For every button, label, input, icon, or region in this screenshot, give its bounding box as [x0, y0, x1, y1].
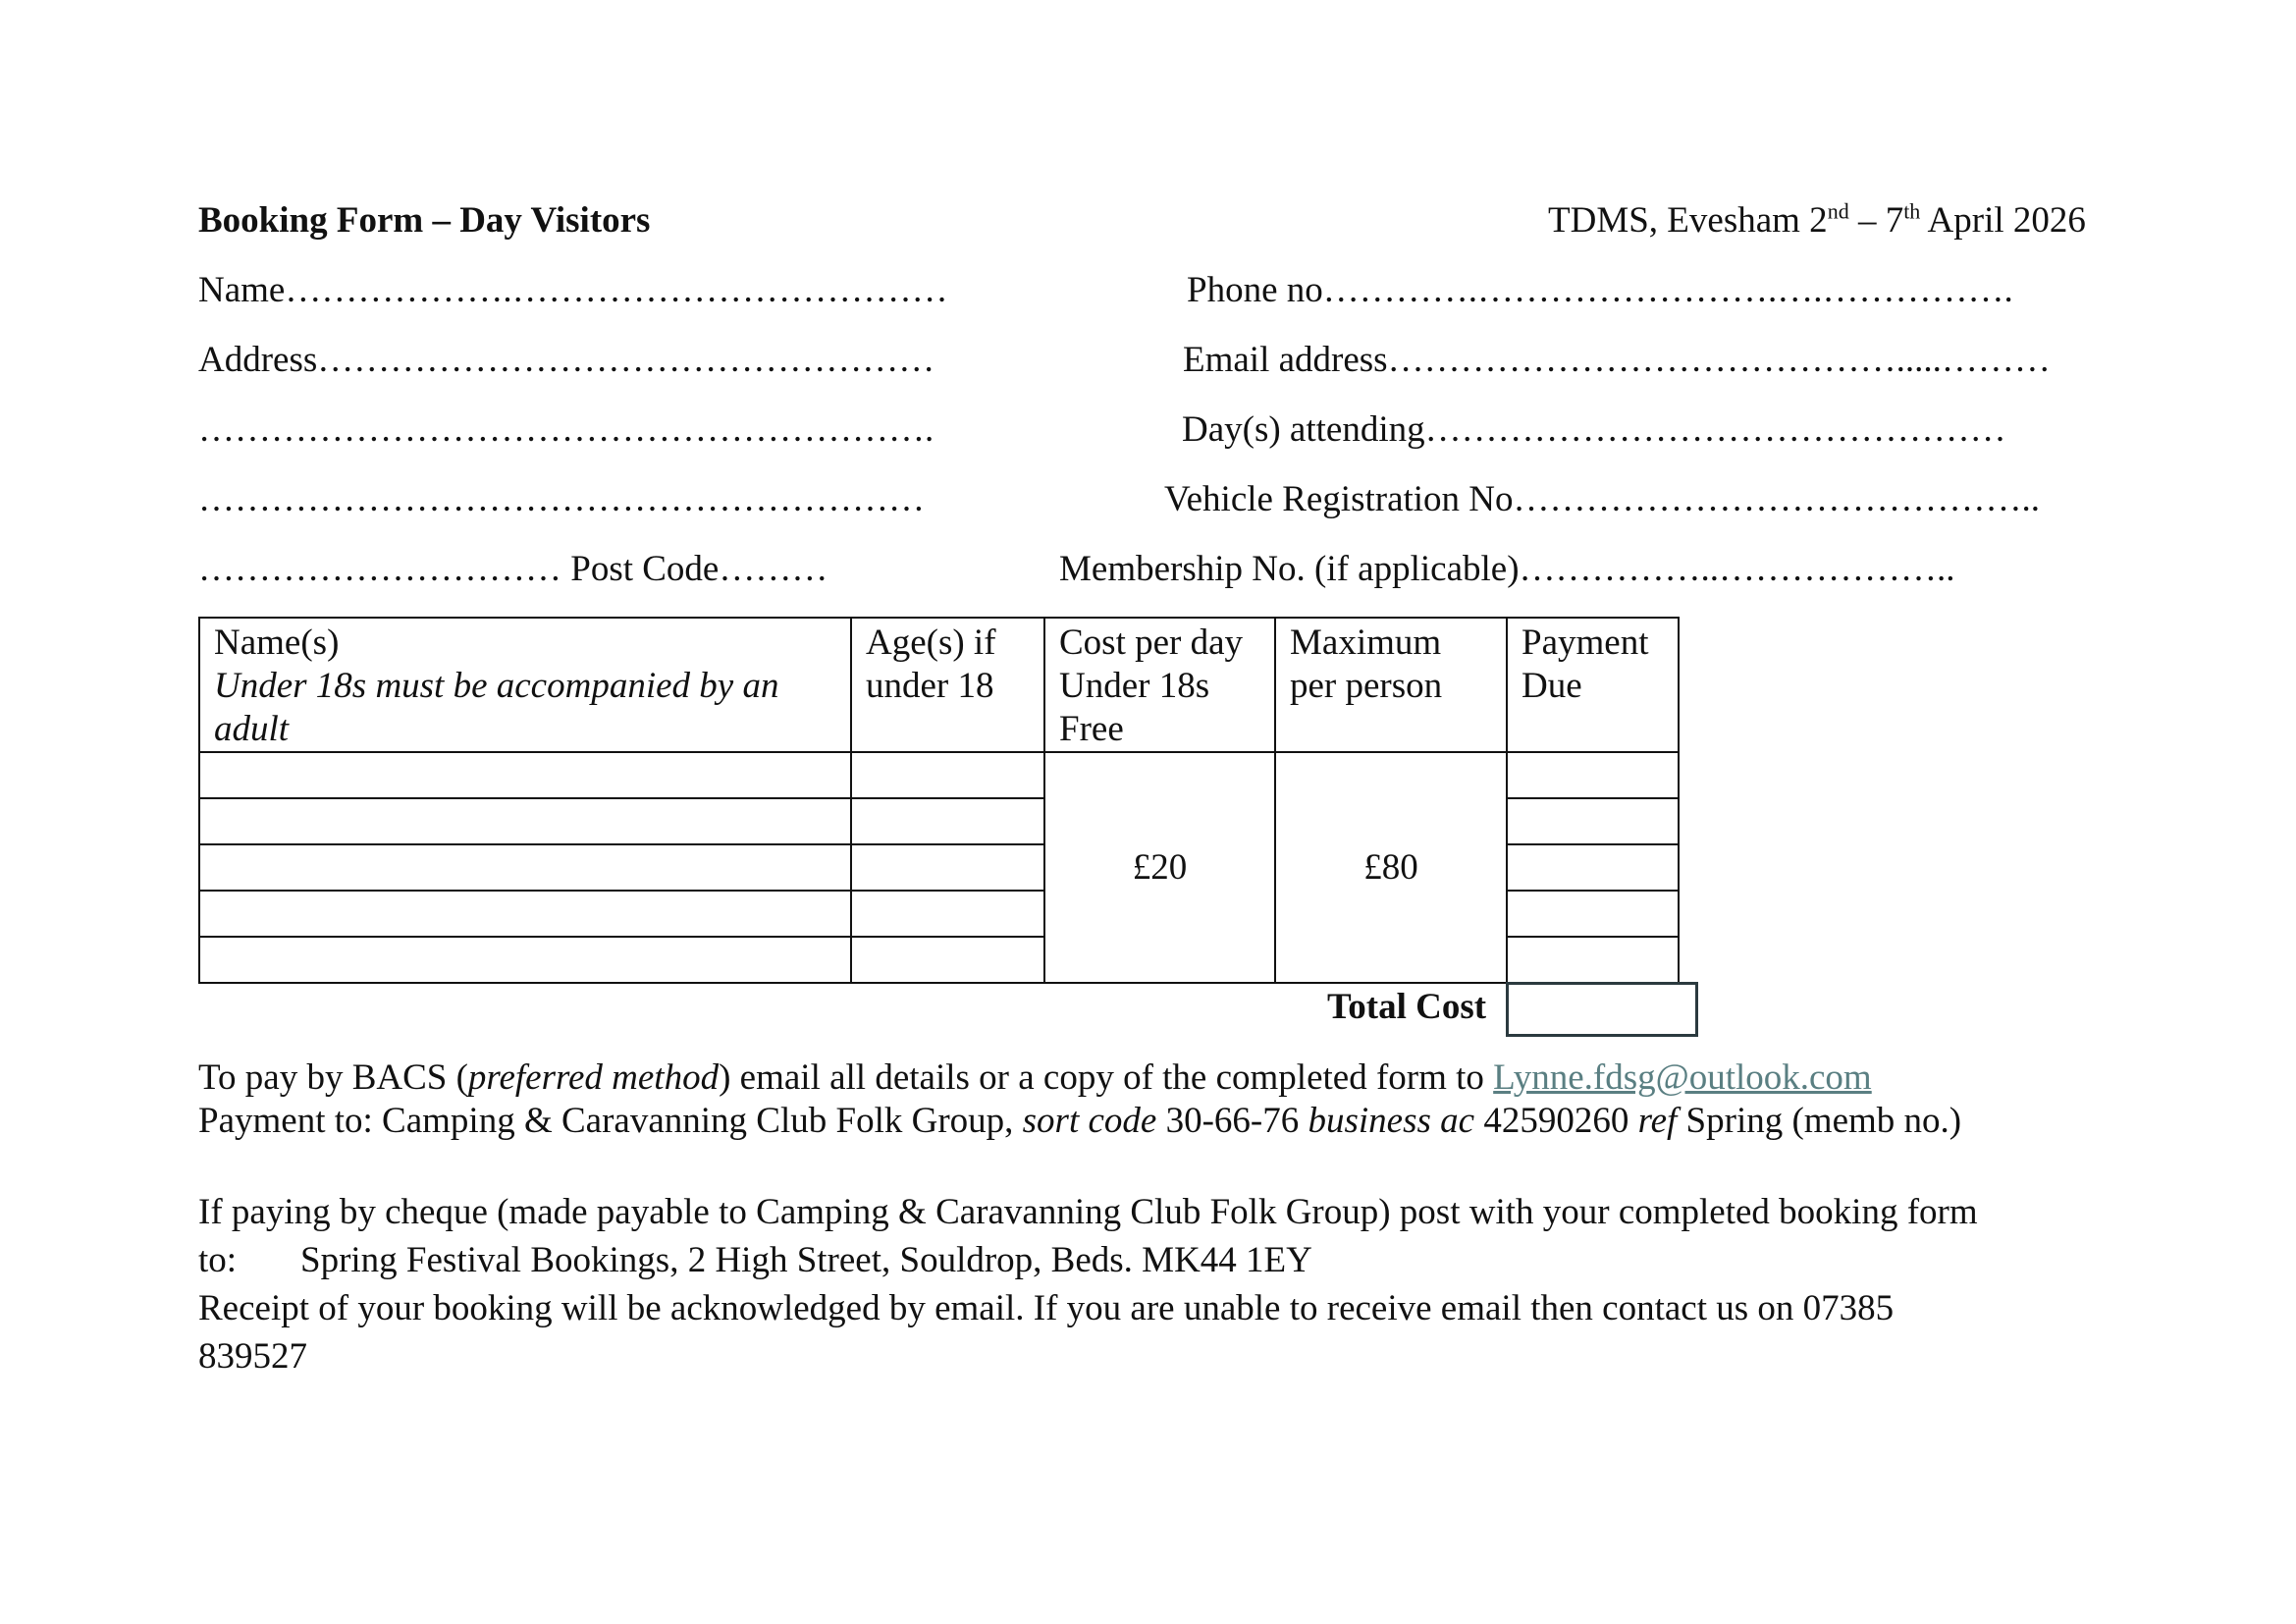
address-field[interactable]: Address…………………………………………… — [198, 340, 935, 380]
event-text: TDMS, Evesham 2 — [1548, 200, 1828, 241]
ref-label: ref — [1637, 1101, 1678, 1141]
postcode-field[interactable]: ………………………… Post Code……… — [198, 549, 828, 589]
email-field[interactable]: Email address…………………………………….....……… — [1183, 340, 2051, 380]
ref-value: Spring (memb no.) — [1677, 1101, 1962, 1141]
event-details — [1548, 199, 2086, 243]
age-cell[interactable] — [851, 844, 1044, 891]
email-link[interactable]: Lynne.fdsg@outlook.com — [1493, 1057, 1872, 1098]
account-label: business ac — [1308, 1101, 1475, 1141]
name-field[interactable]: Name……………….……………………………… — [198, 270, 948, 310]
total-cost-label: Total Cost — [1327, 987, 1487, 1027]
event-text: – 7 — [1848, 200, 1904, 241]
header-maximum-label: Maximum per person — [1290, 623, 1443, 706]
header-payment-label: Payment Due — [1522, 623, 1649, 706]
age-cell[interactable] — [851, 937, 1044, 983]
cost-per-day-cell — [1044, 752, 1275, 983]
age-cell[interactable] — [851, 752, 1044, 798]
header-names-note: Under 18s must be accompanied by an adult — [214, 666, 779, 749]
booking-table — [198, 617, 1680, 984]
cheque-instructions: If paying by cheque (made payable to Camping & Caravanning Club Folk Group) post with your completed booking form — [198, 1192, 1978, 1232]
payment-details — [198, 1100, 1961, 1143]
bacs-text: To pay by BACS ( — [198, 1057, 468, 1098]
event-sup: th — [1903, 198, 1921, 224]
name-cell[interactable] — [199, 752, 851, 798]
payment-cell[interactable] — [1507, 798, 1679, 844]
bacs-text: ) email all details or a copy of the completed form to — [719, 1057, 1494, 1098]
receipt-phone: 839527 — [198, 1336, 307, 1377]
phone-field[interactable]: Phone no………….…………………….….……………. — [1187, 270, 2013, 310]
form-title: Booking Form – Day Visitors — [198, 200, 651, 241]
sort-code-label: sort code — [1022, 1101, 1157, 1141]
total-cost-box[interactable] — [1506, 982, 1698, 1037]
header-ages-label: Age(s) if under 18 — [866, 623, 996, 706]
payment-cell[interactable] — [1507, 891, 1679, 937]
address-line-3[interactable]: …………………………………………………… — [198, 479, 925, 519]
age-cell[interactable] — [851, 798, 1044, 844]
name-cell[interactable] — [199, 798, 851, 844]
vehicle-registration-field[interactable]: Vehicle Registration No…………………………………….. — [1164, 479, 2041, 519]
payment-cell[interactable] — [1507, 752, 1679, 798]
event-text: April 2026 — [1920, 200, 2086, 241]
days-attending-field[interactable]: Day(s) attending………………………………………… — [1182, 409, 2006, 450]
payment-cell[interactable] — [1507, 937, 1679, 983]
event-sup: nd — [1827, 198, 1849, 224]
maximum-value: £80 — [1363, 846, 1418, 888]
receipt-note: Receipt of your booking will be acknowledged by email. If you are unable to receive email then contact us on 07385 — [198, 1288, 1895, 1328]
membership-field[interactable]: Membership No. (if applicable)……………..……………….. — [1059, 549, 1955, 589]
address-line-2[interactable]: ……………………………………………………. — [198, 409, 934, 450]
table-header-row — [199, 618, 1679, 752]
header-ages — [851, 618, 1044, 752]
cost-per-day-value: £20 — [1132, 846, 1188, 888]
name-cell[interactable] — [199, 844, 851, 891]
header-names — [199, 618, 851, 752]
age-cell[interactable] — [851, 891, 1044, 937]
cheque-to-label: to: — [198, 1240, 238, 1280]
header-names-label: Name(s) — [214, 623, 340, 663]
sort-code-value: 30-66-76 — [1156, 1101, 1308, 1141]
maximum-cell — [1275, 752, 1507, 983]
name-cell[interactable] — [199, 891, 851, 937]
payment-cell[interactable] — [1507, 844, 1679, 891]
account-value: 42590260 — [1474, 1101, 1638, 1141]
payment-text: Payment to: Camping & Caravanning Club Folk Group, — [198, 1101, 1023, 1141]
header-cost — [1044, 618, 1275, 752]
name-cell[interactable] — [199, 937, 851, 983]
header-payment — [1507, 618, 1679, 752]
header-cost-label: Cost per day Under 18s Free — [1059, 623, 1244, 749]
table-row — [199, 752, 1679, 798]
bacs-instructions — [198, 1056, 1872, 1100]
header-maximum — [1275, 618, 1507, 752]
bacs-preferred: preferred method — [467, 1057, 720, 1098]
postal-address: Spring Festival Bookings, 2 High Street, Souldrop, Beds. MK44 1EY — [300, 1240, 1312, 1280]
